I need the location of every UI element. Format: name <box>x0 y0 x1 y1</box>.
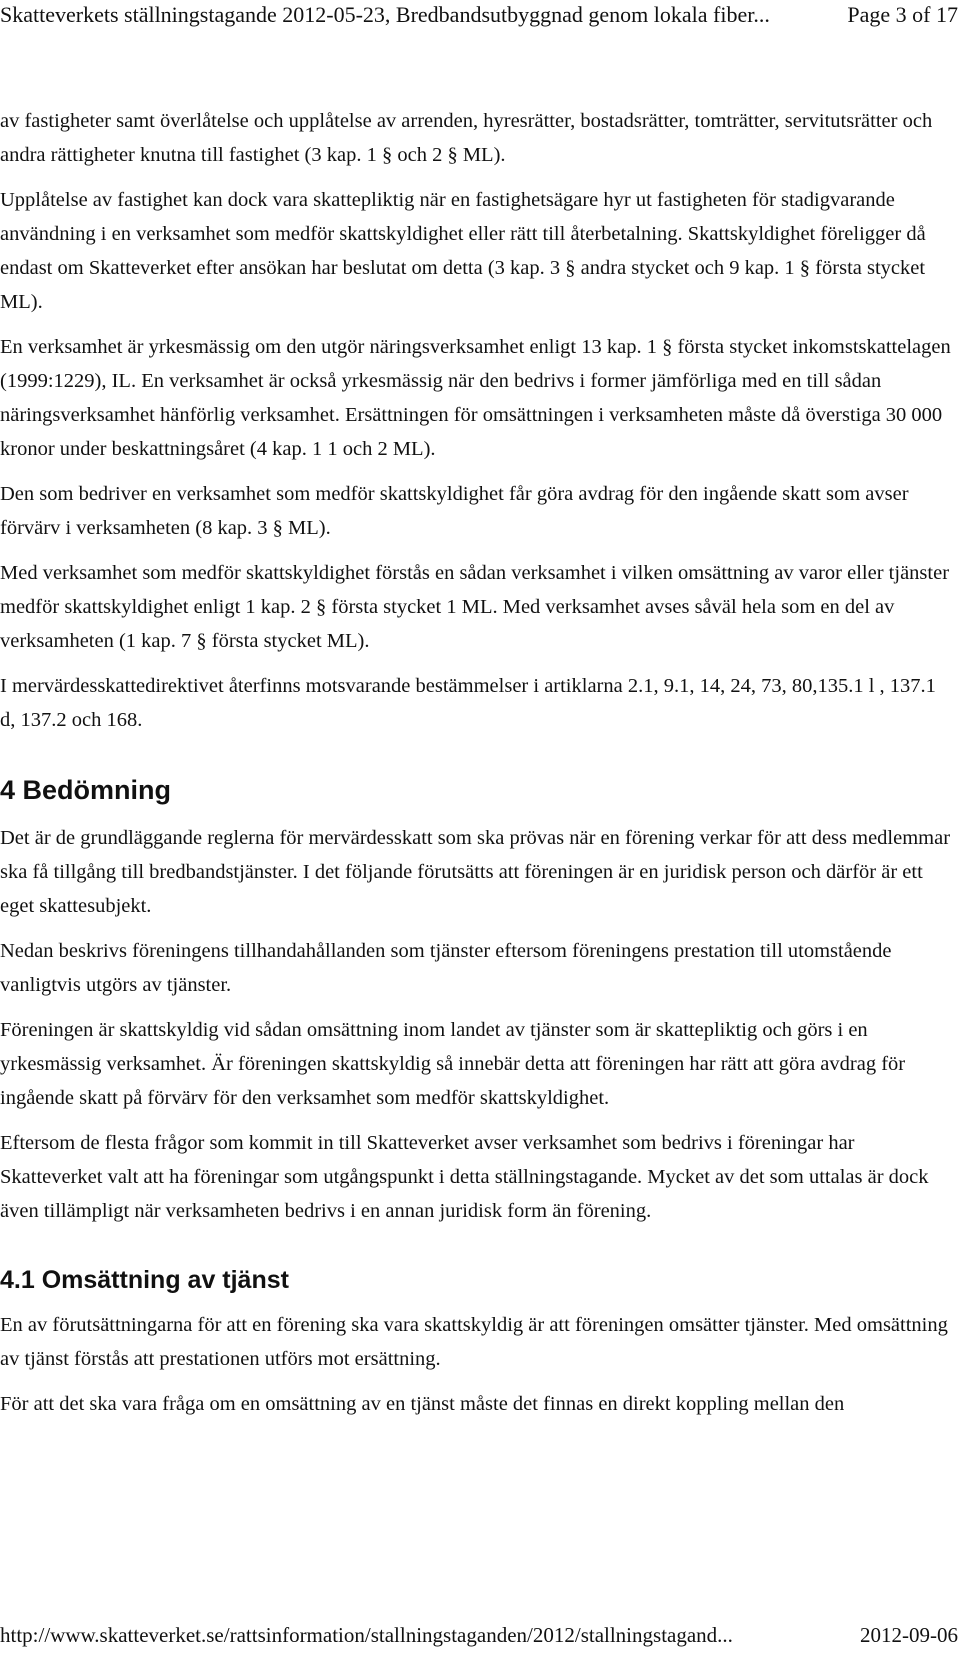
section-heading: 4 Bedömning <box>0 775 172 805</box>
paragraph: Upplåtelse av fastighet kan dock vara skattepliktig när en fastighetsägare hyr ut fastigheten för stadigvarande användning i en verksamhet som medför skattskyldighet eller rätt till återbetalning. Skattskyldighet föreligger då endast om Skatteverket efter ansökan har beslutat om detta (3 kap. 3 § andra stycket och 9 kap. 1 § första stycket ML). <box>0 189 926 313</box>
paragraph: Föreningen är skattskyldig vid sådan omsättning inom landet av tjänster som är skattepliktig och görs i en yrkesmässig verksamhet. Är föreningen skattskyldig så innebär detta att föreningen har rätt att göra avdrag för ingående skatt på förvärv för den verksamhet som medför skattskyldighet. <box>0 1019 906 1109</box>
header-page-number: Page 3 of 17 <box>847 2 958 27</box>
page-footer <box>0 1622 958 1648</box>
subsection-heading: 4.1 Omsättning av tjänst <box>0 1266 289 1294</box>
paragraph: Nedan beskrivs föreningens tillhandahållanden som tjänster eftersom föreningens prestation till utomstående vanligtvis utgörs av tjänster. <box>0 940 892 996</box>
paragraph: En verksamhet är yrkesmässig om den utgör näringsverksamhet enligt 13 kap. 1 § första stycket inkomstskattelagen (1999:1229), IL. En verksamhet är också yrkesmässig när den bedrivs i former jämförliga med en till sådan näringsverksamhet hänförlig verksamhet. Ersättningen för omsättningen i verksamheten måste då överstiga 30 000 kronor under beskattningsåret (4 kap. 1 1 och 2 ML). <box>0 336 951 460</box>
paragraph: En av förutsättningarna för att en förening ska vara skattskyldig är att föreningen omsätter tjänster. Med omsättning av tjänst förstås att prestationen utförs mot ersättning. <box>0 1314 948 1370</box>
paragraph: av fastigheter samt överlåtelse och upplåtelse av arrenden, hyresrätter, bostadsrätter, tomträtter, servitutsrätter och andra rättigheter knutna till fastighet (3 kap. 1 § och 2 § ML). <box>0 110 933 166</box>
paragraph: Den som bedriver en verksamhet som medför skattskyldighet får göra avdrag för den ingående skatt som avser förvärv i verksamheten (8 kap. 3 § ML). <box>0 483 909 539</box>
paragraph: Med verksamhet som medför skattskyldighet förstås en sådan verksamhet i vilken omsättning av varor eller tjänster medför skattskyldighet enligt 1 kap. 2 § första stycket 1 ML. Med verksamhet avses såväl hela som en del av verksamheten (1 kap. 7 § första stycket ML). <box>0 562 950 652</box>
header-title: Skatteverkets ställningstagande 2012-05-23, Bredbandsutbyggnad genom lokala fiber... <box>0 2 770 27</box>
page-header <box>0 2 958 28</box>
paragraph: Eftersom de flesta frågor som kommit in till Skatteverket avser verksamhet som bedrivs i föreningar har Skatteverket valt att ha föreningar som utgångspunkt i detta ställningstagande. Mycket av det som uttalas är dock även tillämpligt när verksamheten bedrivs i en annan juridisk form än förening. <box>0 1132 929 1222</box>
paragraph: I mervärdesskattedirektivet återfinns motsvarande bestämmelser i artiklarna 2.1, 9.1, 14, 24, 73, 80,135.1 l , 137.1 d, 137.2 och 168. <box>0 675 936 731</box>
footer-url: http://www.skatteverket.se/rattsinformation/stallningstaganden/2012/stallningstagand... <box>0 1623 733 1647</box>
paragraph: För att det ska vara fråga om en omsättning av en tjänst måste det finnas en direkt koppling mellan den <box>0 1393 845 1415</box>
paragraph: Det är de grundläggande reglerna för mervärdesskatt som ska prövas när en förening verkar för att dess medlemmar ska få tillgång till bredbandstjänster. I det följande förutsätts att föreningen är en juridisk person och därför är ett eget skattesubjekt. <box>0 827 951 917</box>
document-body <box>0 104 952 1432</box>
footer-date: 2012-09-06 <box>860 1623 958 1647</box>
